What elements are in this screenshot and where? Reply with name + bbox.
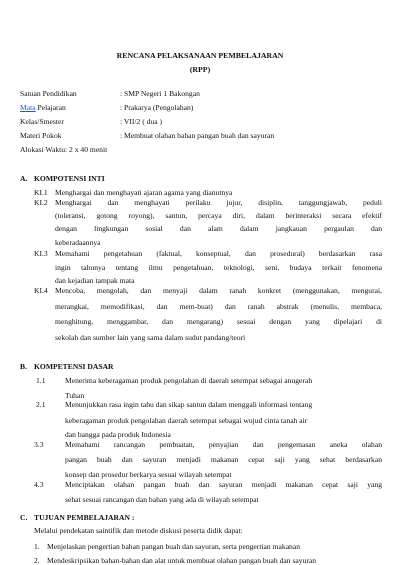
kd11-line1: Menerima keberagaman produk pengolahan di daerah setempat sebagai anugerah <box>65 376 313 385</box>
school-label: Satuan Pendidikan <box>20 89 77 98</box>
kd43-line1: Menciptakan olahan pangan buah dan sayuran menjadi makanan cepat saji yang <box>65 480 382 489</box>
section-c-letter: C. <box>20 513 28 522</box>
ki4-line4: sekolah dan sumber lain yang sama dalam sudut pandang/teori <box>55 333 246 342</box>
tp2-number: 2. <box>34 556 40 565</box>
class-value: : VII/2 ( dua ) <box>120 117 163 126</box>
ki4-line1: Mencoba, mengolah, dan menyaji dalam ranah konkret (menggunakan, mengurai, <box>55 286 382 295</box>
kd43-line2: sehat sesuai rancangan dan bahan yang ada di wilayah setempat <box>65 495 259 504</box>
ki2-line3: dengan lingkungan sosial dan alam dalam jangkauan pergaulan dan <box>55 224 382 233</box>
ki3-line3: dan kejadian tampak mata <box>55 276 135 285</box>
ki4-line3: menghitung, menggambar, dan mengarang) sesuai dengan yang dipelajari di <box>55 317 382 326</box>
ki4-code: KI.4 <box>34 286 48 295</box>
class-label: Kelas/Smester <box>20 117 64 126</box>
ki3-line1: Memahami pengetahuan (faktual, konseptual, dan prosedural) berdasarkan rasa <box>55 249 382 258</box>
ki2-line4: keberadaannya <box>55 238 101 247</box>
kd21-line1: Menunjukkan rasa ingin tahu dan sikap santun dalam menggali informasi tentang <box>65 400 313 409</box>
topic-value: : Membuat olahan bahan pangan buah dan sayuran <box>120 131 275 140</box>
kd33-line3: konsep dan prosedur berkarya sesuai wilayah setempat <box>65 470 232 479</box>
kd21-line3: dan bangga pada produk Indonesia <box>65 430 171 439</box>
kd33-code: 3.3 <box>34 440 44 449</box>
subject-label <box>20 104 66 112</box>
section-a-heading: KOMPOTENSI INTI <box>34 174 105 183</box>
section-c-intro: Melalui pendekatan saintifik dan metode diskusi peserta didik dapat: <box>34 526 243 535</box>
tp2-text: Mendeskripsikan bahan-bahan dan alat untuk membuat olahan pangan buah dan sayuran <box>47 556 317 565</box>
section-c-heading: TUJUAN PEMBELAJARAN : <box>34 513 135 522</box>
subject-label-rest: Pelajaran <box>35 103 66 112</box>
subject-label-link[interactable]: Mata <box>20 103 36 112</box>
ki2-line1: Menghargai dan menghayati perilaku jujur, disiplin, tanggungjawab, peduli <box>55 198 382 207</box>
section-b-heading: KOMPETENSI DASAR <box>34 362 114 371</box>
section-a-letter: A. <box>20 174 28 183</box>
tp1-text: Menjelaskan pengertian bahan pangan buah dan sayuran, serta pengertian makanan <box>47 542 301 551</box>
ki3-line2: ingin tahunya tentang ilmu pengetahuan, teknologi, seni, budaya terkait fenomena <box>55 263 382 272</box>
ki2-code: KI.2 <box>34 198 48 207</box>
topic-label: Materi Pokok <box>20 131 62 140</box>
document-subtitle: (RPP) <box>189 65 211 74</box>
document-title: RENCANA PELAKSANAAN PEMBELAJARAN <box>116 51 284 60</box>
ki3-code: KI.3 <box>34 249 48 258</box>
kd21-line2: keberagaman produk pengolahan daerah setempat sebagai wujud cinta tanah air <box>65 416 308 425</box>
kd21-code: 2.1 <box>36 400 46 409</box>
kd33-line2: pangan buah dan sayuran menjadi makanan cepat saji yang sehat berdasarkan <box>65 455 382 464</box>
ki2-line2: (toleransi, gotong royong), santun, percaya diri, dalam berinteraksi secara efektif <box>55 211 382 220</box>
ki4-line2: merangkai, memodifikasi, dan mem-buat) dan ranah abstrak (menulis, membaca, <box>55 302 382 311</box>
tp1-number: 1. <box>34 542 40 551</box>
school-value: : SMP Negeri 1 Bakongan <box>120 89 200 98</box>
ki1-line1: Menghargai dan menghayati ajaran agama yang dianutnya <box>55 188 233 197</box>
kd11-line2: Tuhan <box>65 391 85 400</box>
kd43-code: 4.3 <box>34 480 44 489</box>
time-allocation: Alokasi Waktu: 2 x 40 menit <box>20 145 108 154</box>
kd33-line1: Memahami rancangan pembuatan, penyajian dan pengemasan aneka olahan <box>65 440 382 449</box>
ki1-code: KI.1 <box>34 188 48 197</box>
subject-value: : Prakarya (Pengolahan) <box>120 103 194 112</box>
kd11-code: 1.1 <box>36 376 46 385</box>
section-b-letter: B. <box>20 362 27 371</box>
